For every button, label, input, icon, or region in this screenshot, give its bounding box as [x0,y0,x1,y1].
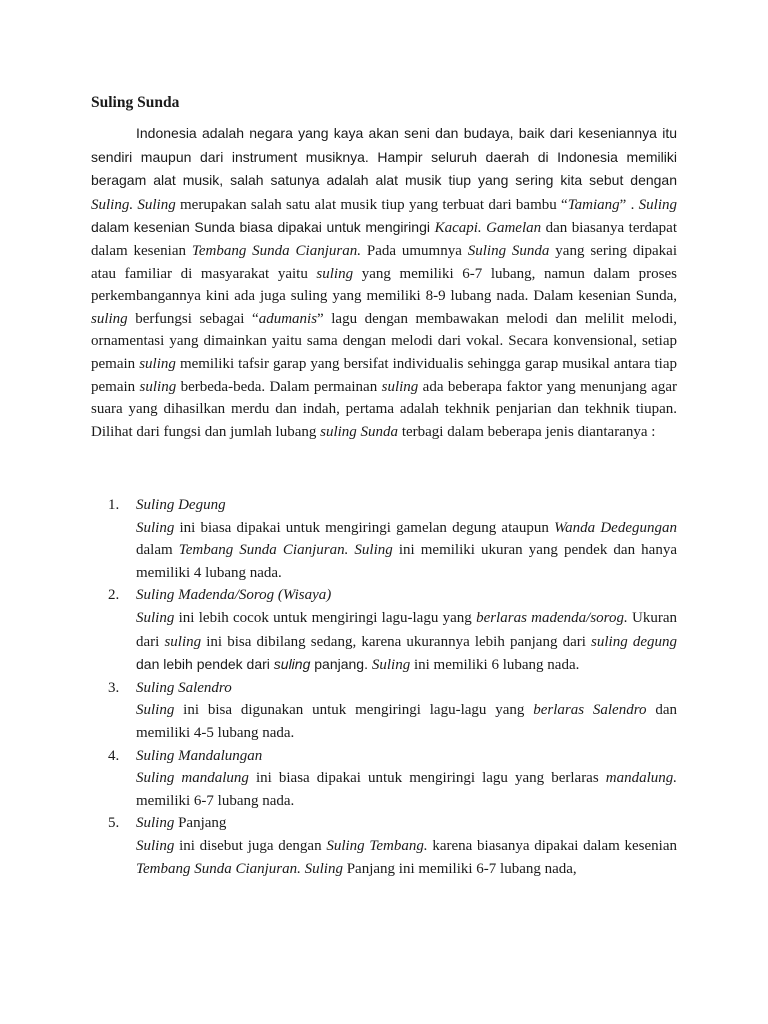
text-run: Indonesia adalah negara yang kaya akan seni dan budaya, baik dari keseniannya itu sendiri maupun dari instrument musiknya. Hampir seluruh daerah di Indonesia memiliki beragam alat musik, salah satunya adalah alat musik tiup yang sering kita sebut dengan [91,125,677,189]
item-description [136,517,677,585]
italic-text-run: suling [139,378,177,395]
text-run: dan lebih pendek dari [136,656,274,673]
italic-text-run: Suling Tembang. [326,837,428,854]
text-run: ada beberapa faktor yang menunjang agar suara yang dihasilkan merdu dan indah, pertama adalah tekhnik penjarian dan tekhnik tiupan. Dilihat dari fungsi dan jumlah lubang [91,378,677,440]
text-run: dan biasanya terdapat dalam kesenian [91,220,677,259]
list-number: 4. [108,747,120,764]
text-run: yang memiliki 6-7 lubang, namun dalam proses perkembangannya kini ada juga suling yang memiliki 8-9 lubang nada. Dalam kesenian Sunda, [91,265,677,305]
italic-text-run: Suling [136,609,175,626]
list-item [91,812,677,880]
italic-text-run: Suling [371,657,411,674]
italic-text-run: Suling mandalung [136,770,249,787]
italic-text-run: suling degung [591,633,677,650]
item-description [136,835,677,880]
italic-text-run: suling [381,378,419,395]
item-title [136,812,677,835]
text-run: ini biasa dipakai untuk mengiringi lagu yang berlaras [248,770,606,787]
text-run: berbeda-beda. Dalam permainan [176,378,382,395]
item-title [136,494,677,517]
italic-text-run: Kacapi. Gamelan [434,220,542,237]
italic-text-run: Suling [136,702,175,719]
text-run: memiliki 6-7 lubang nada. [136,792,295,809]
text-run: Pada umumnya [360,242,468,259]
italic-text-run: Tembang Sunda Cianjuran. Suling [178,542,393,559]
list-item [91,494,677,584]
list-number: 1. [108,497,120,513]
text-run: ini memiliki ukuran yang pendek dan hanya memiliki 4 lubang nada. [136,542,677,581]
text-run: ini lebih cocok untuk mengiringi lagu-lagu yang [174,609,477,626]
item-title [136,745,677,768]
list-number: 2. [108,587,120,604]
italic-text-run: Suling [136,837,175,854]
suling-types-list [91,494,677,880]
italic-text-run: Suling [136,815,175,832]
italic-text-run: suling [91,310,128,327]
italic-text-run: Tamiang [567,196,620,213]
text-run: ” lagu dengan membawakan melodi dan melilit melodi, ornamentasi yang dimainkan yaitu sama dengan melodi dari vokal. Secara konvensional, setiap pemain [91,310,677,372]
italic-text-run: suling [273,656,311,673]
italic-text-run: suling Sunda [320,423,399,440]
italic-text-run: Tembang Sunda Cianjuran. [191,242,361,259]
text-run: yang sering dipakai atau familiar di masyarakat yaitu [91,242,677,282]
text-run: Panjang ini memiliki 6-7 lubang nada, [342,860,577,877]
text-run: ini biasa dipakai untuk mengiringi gamelan degung ataupun [174,519,555,536]
italic-text-run: suling [316,265,354,282]
italic-text-run: Tembang Sunda Cianjuran. Suling [136,860,343,877]
text-run: Panjang [174,815,227,832]
italic-text-run: Suling Salendro [136,679,232,696]
text-run: panjang. [310,656,372,673]
text-run: ” . [619,196,639,213]
italic-text-run: Suling [638,196,677,213]
item-description [136,607,677,677]
italic-text-run: Wanda Dedegungan [554,519,677,536]
italic-text-run: Suling [133,196,176,213]
text-run: terbagi dalam beberapa jenis diantaranya : [398,423,656,440]
italic-text-run: Suling [136,519,175,536]
list-item [91,584,677,676]
item-description [136,767,677,812]
italic-text-run: suling [164,633,202,650]
italic-text-run: berlaras madenda/sorog. [476,609,628,626]
item-title [136,677,677,700]
italic-text-run: mandalung. [605,770,677,787]
list-item [91,677,677,745]
text-run: Ukuran dari [136,609,677,650]
text-run: dalam kesenian Sunda biasa dipakai untuk mengiringi [91,219,435,236]
text-run: berfungsi sebagai “ [127,310,259,327]
text-run: ini bisa dibilang sedang, karena ukurannya lebih panjang dari [201,633,592,650]
text-run: merupakan salah satu alat musik tiup yang terbuat dari bambu “ [175,196,568,213]
text-run: ini bisa digunakan untuk mengiringi lagu-lagu yang [174,702,534,719]
item-description [136,699,677,744]
text-run: ini disebut juga dengan [174,837,327,854]
intro-paragraph [91,122,677,443]
italic-text-run: Suling Sunda [467,242,550,259]
text-run: dan memiliki 4-5 lubang nada. [136,702,677,741]
italic-text-run: adumanis [258,310,318,327]
page-title: Suling Sunda [91,94,180,111]
italic-text-run: Suling Madenda/Sorog (Wisaya) [136,587,332,604]
item-title [136,584,677,607]
text-run: dalam [136,542,179,559]
italic-text-run: Suling. [91,196,134,213]
text-run: ini memiliki 6 lubang nada. [410,657,580,674]
italic-text-run: Suling Degung [136,497,226,513]
text-run: karena biasanya dipakai dalam kesenian [427,837,677,854]
italic-text-run: Suling Mandalungan [136,747,263,764]
text-run: memiliki tafsir garap yang bersifat individualis sehingga garap musikal antara tiap pemain [91,355,677,395]
intro-text [91,122,677,443]
italic-text-run: berlaras Salendro [533,702,647,719]
list-item [91,745,677,813]
italic-text-run: suling [139,355,176,372]
list-number: 5. [108,815,120,832]
list-number: 3. [108,679,120,696]
